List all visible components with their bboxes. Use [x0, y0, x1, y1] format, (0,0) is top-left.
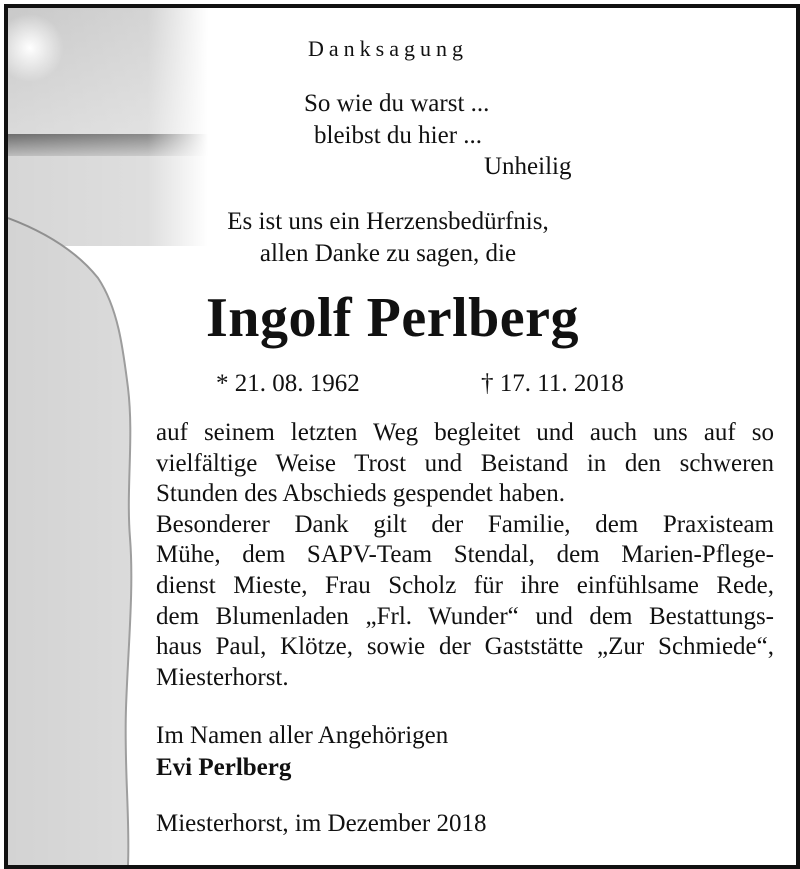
body-line: auf seinem letzten Weg begleitet und auch uns auf so: [156, 419, 774, 446]
signature-name: Evi Perlberg: [156, 754, 292, 781]
place-date: Miesterhorst, im Dezember 2018: [156, 810, 487, 837]
body-line: Miesterhorst.: [156, 663, 289, 691]
deceased-name: Ingolf Perlberg: [206, 287, 579, 349]
quote-line-2: bleibst du hier ...: [314, 122, 483, 149]
body-line: Mühe, dem SAPV-Team Stendal, dem Marien-Pflege-: [156, 541, 774, 569]
signature-preface: Im Namen aller Angehörigen: [156, 722, 449, 749]
birth-date: * 21. 08. 1962: [216, 370, 360, 397]
notice-heading: Danksagung: [308, 36, 468, 61]
body-line: dem Blumenladen „Frl. Wunder“ und dem Bestattungs-: [156, 602, 774, 630]
thanks-body: [156, 418, 774, 693]
quote-line-1: So wie du warst ...: [304, 90, 490, 117]
obituary-notice: [4, 4, 800, 869]
body-line: haus Paul, Klötze, sowie der Gaststätte „Zur Schmiede“,: [156, 633, 774, 661]
body-line: dienst Mieste, Frau Scholz für ihre einfühlsame Rede,: [156, 571, 774, 599]
body-line: Stunden des Abschieds gespendet haben.: [156, 480, 565, 508]
intro-line-1: Es ist uns ein Herzensbedürfnis,: [227, 208, 549, 235]
body-line: vielfältige Weise Trost und Beistand in den schweren: [156, 449, 774, 477]
intro-line-2: allen Danke zu sagen, die: [259, 240, 517, 267]
body-line: Besonderer Dank gilt der Familie, dem Praxisteam: [156, 510, 774, 538]
death-date: † 17. 11. 2018: [481, 370, 624, 397]
quote-author: Unheilig: [484, 153, 572, 180]
